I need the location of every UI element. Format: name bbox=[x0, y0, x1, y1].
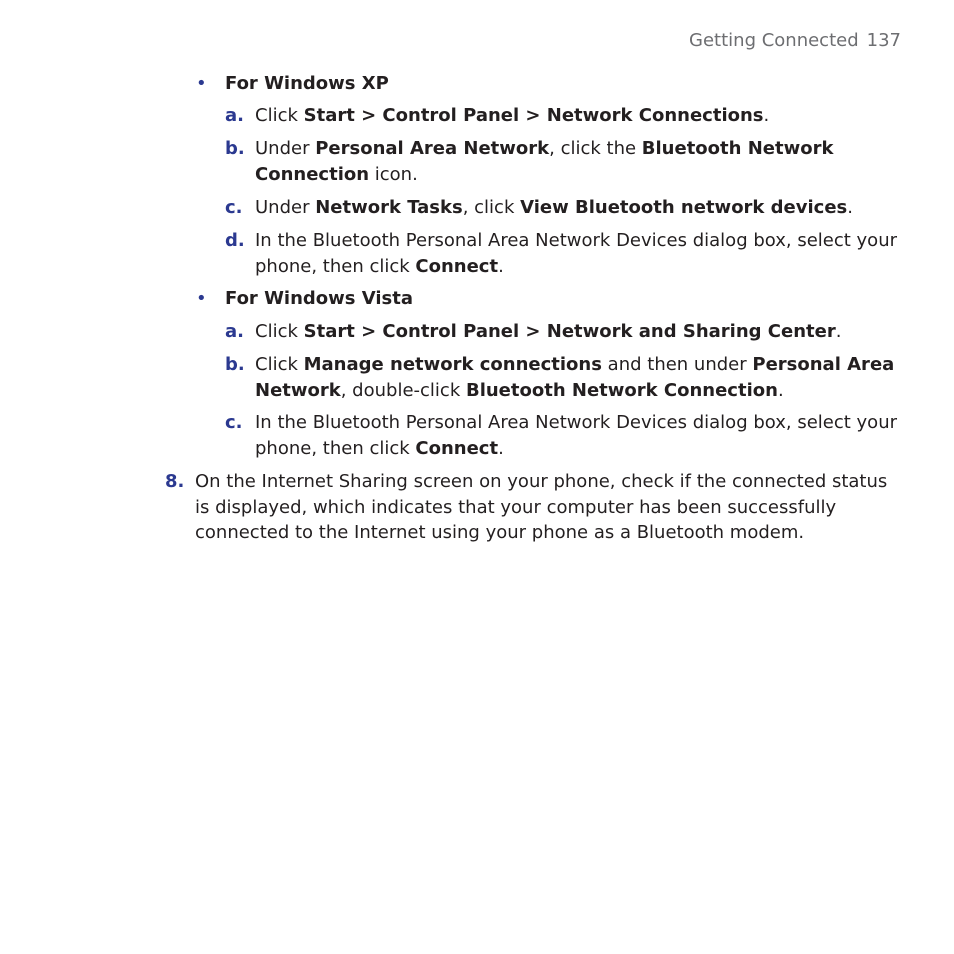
bullet-icon: • bbox=[196, 288, 207, 309]
xp-c-marker: c. bbox=[225, 197, 243, 218]
vista-b-line2: Network, double-click Bluetooth Network Connection. bbox=[255, 380, 784, 401]
vista-b-marker: b. bbox=[225, 354, 245, 375]
vista-c-marker: c. bbox=[225, 412, 243, 433]
step-8-marker: 8. bbox=[165, 471, 185, 492]
xp-a-text: Click Start > Control Panel > Network Connections. bbox=[255, 105, 770, 126]
xp-a-marker: a. bbox=[225, 105, 244, 126]
vista-c-line1: In the Bluetooth Personal Area Network Devices dialog box, select your bbox=[255, 412, 897, 433]
vista-b-line1: Click Manage network connections and then under Personal Area bbox=[255, 354, 895, 375]
vista-a-text: Click Start > Control Panel > Network and Sharing Center. bbox=[255, 321, 842, 342]
step-8-line3: connected to the Internet using your phone as a Bluetooth modem. bbox=[195, 522, 805, 543]
page-header bbox=[689, 30, 901, 51]
xp-b-line2: Connection icon. bbox=[255, 164, 418, 185]
vista-heading: For Windows Vista bbox=[225, 288, 414, 309]
step-8-line2: is displayed, which indicates that your computer has been successfully bbox=[195, 497, 837, 518]
xp-d-line2: phone, then click Connect. bbox=[255, 256, 504, 277]
vista-a-marker: a. bbox=[225, 321, 244, 342]
step-8-line1: On the Internet Sharing screen on your phone, check if the connected status bbox=[195, 471, 888, 492]
xp-c-text: Under Network Tasks, click View Bluetooth network devices. bbox=[255, 197, 853, 218]
xp-d-marker: d. bbox=[225, 230, 245, 251]
xp-b-marker: b. bbox=[225, 138, 245, 159]
xp-d-line1: In the Bluetooth Personal Area Network Devices dialog box, select your bbox=[255, 230, 897, 251]
vista-c-line2: phone, then click Connect. bbox=[255, 438, 504, 459]
xp-heading: For Windows XP bbox=[225, 73, 389, 94]
xp-b-line1: Under Personal Area Network, click the Bluetooth Network bbox=[255, 138, 834, 159]
page-number: 137 bbox=[866, 30, 901, 51]
section-title: Getting Connected bbox=[689, 30, 859, 51]
bullet-icon: • bbox=[196, 73, 207, 94]
